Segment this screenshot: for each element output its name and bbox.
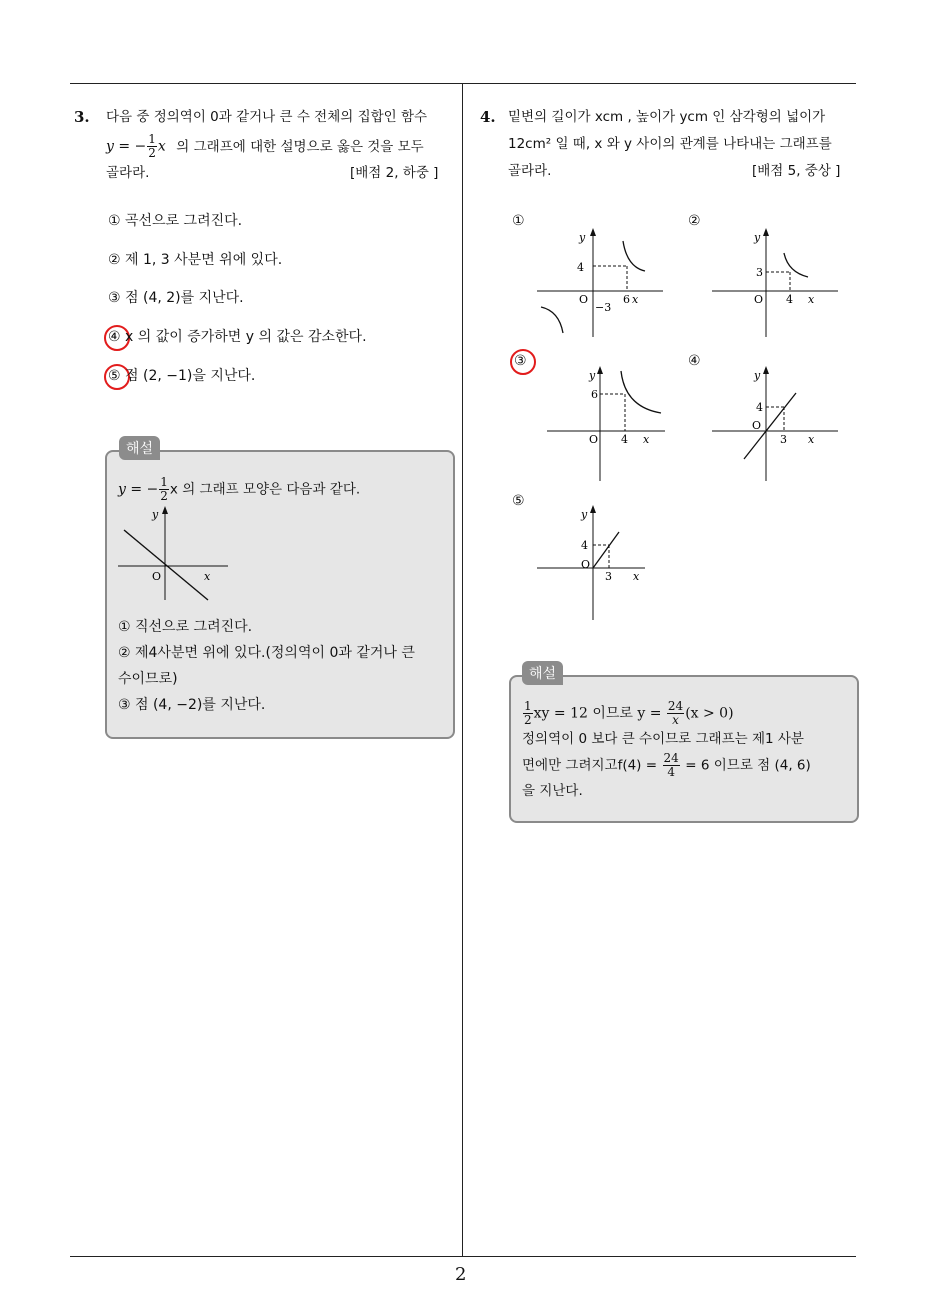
q4-solution-line-1 — [522, 700, 734, 727]
q3-solution-line-4: ③ 점 (4, −2)를 지난다. — [118, 697, 266, 713]
q4-solution-line-4: 을 지난다. — [522, 783, 583, 799]
q3-solution-graph — [110, 500, 230, 605]
q4-option-1-mark[interactable]: ① — [512, 213, 525, 229]
q3-option-3[interactable] — [108, 285, 244, 311]
q3-graph-origin: O — [152, 570, 162, 583]
q4-g1-y-value: 4 — [577, 261, 584, 274]
q3-option-2-text: 제 1, 3 사분면 위에 있다. — [125, 252, 283, 268]
q3-graph-y-label: y — [152, 508, 159, 521]
q3-graph-x-label: x — [204, 570, 211, 583]
q4-g5-origin: O — [581, 558, 591, 571]
q4-sol-l3-pre: 면에만 그려지고f(4) = — [522, 757, 658, 774]
question-4-line1: 밑변의 길이가 xcm , 높이가 ycm 인 삼각형의 넓이가 — [508, 109, 826, 125]
q4-g1-x-label: x — [632, 293, 639, 306]
q4-g2-y-label: y — [754, 231, 761, 244]
q4-g4-origin: O — [752, 419, 762, 432]
q4-g2-y-value: 3 — [756, 266, 763, 279]
q4-sol-a-den: 2 — [524, 713, 532, 727]
q4-g4-x-value: 3 — [780, 433, 787, 446]
q4-g5-x-label: x — [633, 570, 640, 583]
q4-sol-l3-post: = 6 이므로 점 (4, 6) — [685, 757, 811, 774]
q4-g1-neg-value: −3 — [595, 301, 612, 314]
q3-func-den: 2 — [148, 146, 156, 160]
q3-solution-badge: 해설 — [119, 436, 160, 460]
q4-option-2-mark[interactable]: ② — [688, 213, 701, 229]
q4-g4-y-value: 4 — [756, 401, 763, 414]
q4-sol-frac-b — [667, 700, 684, 727]
top-rule — [70, 83, 856, 84]
q3-sol-intro-suffix: x 의 그래프 모양은 다음과 같다. — [169, 481, 361, 498]
q3-func-var: x — [157, 138, 166, 155]
q4-g3-y-value: 6 — [591, 388, 598, 401]
q3-line2-rest: 의 그래프에 대한 설명으로 옳은 것을 모두 — [176, 138, 424, 155]
q4-sol-l1-mid: xy = 12 이므로 y = — [533, 705, 662, 722]
q4-option-3-mark[interactable]: ③ — [514, 353, 527, 369]
q4-g4-x-label: x — [808, 433, 815, 446]
q4-graph-3 — [545, 363, 675, 483]
q3-option-4-text: x 의 값이 증가하면 y 의 값은 감소한다. — [125, 329, 367, 345]
q4-sol-c-den: 4 — [667, 765, 675, 779]
q3-option-5-mark: ⑤ — [108, 368, 121, 384]
q4-g1-x-value: 6 — [623, 293, 630, 306]
q4-sol-b-num: 24 — [667, 699, 684, 713]
q3-sol-frac — [159, 476, 169, 503]
q4-g3-x-value: 4 — [621, 433, 628, 446]
q4-g1-y-label: y — [579, 231, 586, 244]
question-3-line1: 다음 중 정의역이 0과 같거나 큰 수 전체의 집합인 함수 — [106, 109, 428, 125]
q3-option-5-text: 점 (2, −1)을 지난다. — [125, 368, 256, 384]
question-4-score: [배점 5, 중상 ] — [752, 163, 841, 179]
q4-sol-c-num: 24 — [663, 751, 679, 765]
q3-solution-intro — [118, 476, 360, 503]
q3-func-num: 1 — [148, 132, 156, 146]
bottom-rule — [70, 1256, 856, 1257]
question-4-line3: 골라라. — [508, 163, 552, 179]
q3-option-2[interactable] — [108, 247, 282, 273]
q3-option-5[interactable] — [108, 363, 255, 389]
question-4-number: 4. — [480, 108, 496, 126]
question-4-line2: 12cm² 일 때, x 와 y 사이의 관계를 나타내는 그래프를 — [508, 136, 832, 152]
q3-option-3-mark: ③ — [108, 290, 121, 306]
q3-option-1-text: 곡선으로 그려진다. — [125, 213, 243, 229]
q4-g2-origin: O — [754, 293, 764, 306]
q3-option-1[interactable] — [108, 208, 242, 234]
q3-option-4-mark: ④ — [108, 329, 121, 345]
q4-g3-origin: O — [589, 433, 599, 446]
q4-g4-y-label: y — [754, 369, 761, 382]
q4-solution-line-3 — [522, 752, 811, 779]
q4-g3-y-label: y — [589, 369, 596, 382]
question-3-line2 — [106, 133, 424, 160]
question-3-number: 3. — [74, 108, 90, 126]
column-divider — [462, 83, 463, 1257]
q4-solution-badge: 해설 — [522, 661, 563, 685]
q4-sol-frac-a — [523, 700, 533, 727]
q3-option-2-mark: ② — [108, 252, 121, 268]
q3-option-1-mark: ① — [108, 213, 121, 229]
q4-graph-2 — [710, 225, 840, 340]
q4-sol-a-num: 1 — [524, 699, 532, 713]
q4-g3-x-label: x — [643, 433, 650, 446]
q4-g5-y-label: y — [581, 508, 588, 521]
q4-sol-b-den: x — [672, 713, 679, 727]
question-3-line3: 골라라. — [106, 165, 150, 181]
q3-func-prefix: y = − — [106, 138, 147, 155]
q3-sol-den: 2 — [160, 489, 168, 503]
q3-option-3-text: 점 (4, 2)를 지난다. — [125, 290, 244, 306]
q3-sol-intro-prefix: y = − — [118, 481, 159, 498]
q3-solution-line-2: ② 제4사분면 위에 있다.(정의역이 0과 같거나 큰 — [118, 645, 415, 661]
question-3-score: [배점 2, 하중 ] — [350, 165, 439, 181]
q4-option-5-mark[interactable]: ⑤ — [512, 493, 525, 509]
page-number: 2 — [455, 1264, 467, 1285]
q4-g2-x-label: x — [808, 293, 815, 306]
q4-solution-line-2: 정의역이 0 보다 큰 수이므로 그래프는 제1 사분 — [522, 731, 804, 747]
q4-graph-5 — [535, 502, 665, 622]
q4-sol-frac-c — [663, 752, 680, 779]
q4-g2-x-value: 4 — [786, 293, 793, 306]
q4-g1-origin: O — [579, 293, 589, 306]
q3-sol-num: 1 — [160, 475, 168, 489]
q3-solution-line-1: ① 직선으로 그려진다. — [118, 619, 253, 635]
q4-sol-l1-end: (x > 0) — [685, 705, 734, 722]
q3-solution-line-3: 수이므로) — [118, 671, 178, 687]
q3-option-4[interactable] — [108, 324, 367, 350]
q3-func-frac — [147, 133, 157, 160]
q4-g5-y-value: 4 — [581, 539, 588, 552]
q4-option-4-mark[interactable]: ④ — [688, 353, 701, 369]
q4-graph-1 — [535, 225, 665, 340]
q4-graph-4 — [710, 363, 840, 483]
q4-g5-x-value: 3 — [605, 570, 612, 583]
